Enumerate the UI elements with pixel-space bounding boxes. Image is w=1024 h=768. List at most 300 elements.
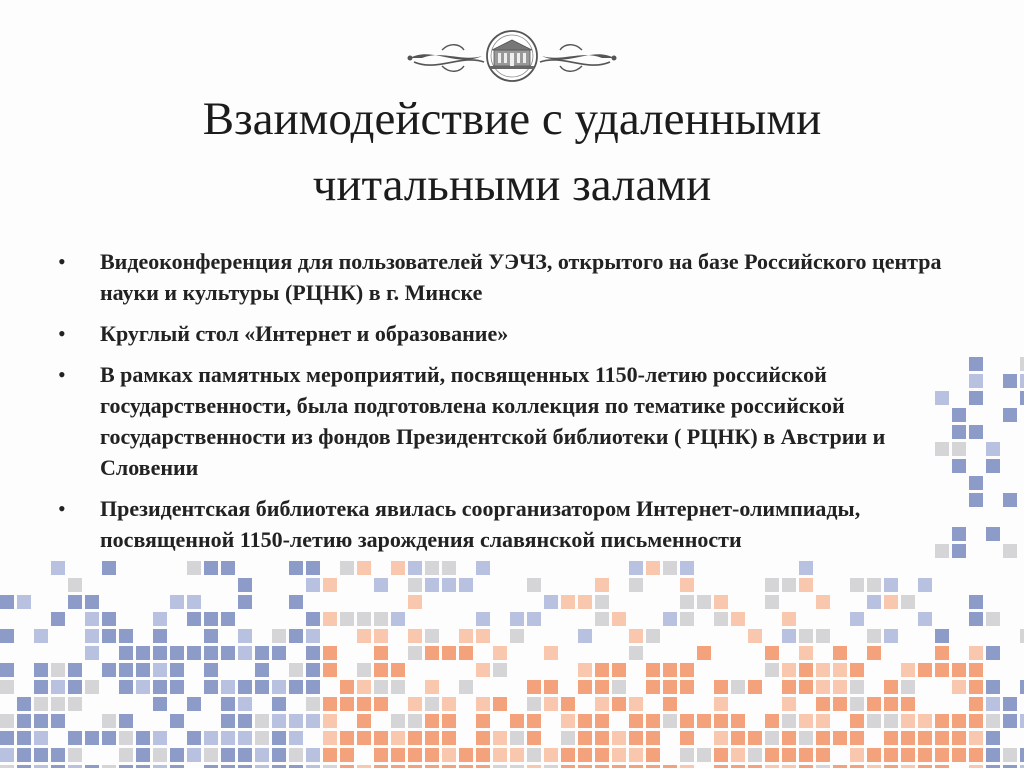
pattern-tile xyxy=(1020,374,1024,388)
pattern-tile xyxy=(918,612,932,626)
pattern-tile xyxy=(799,714,813,728)
pattern-tile xyxy=(17,714,31,728)
pattern-tile xyxy=(391,612,405,626)
pattern-tile xyxy=(986,646,1000,660)
pattern-tile xyxy=(884,629,898,643)
pattern-tile xyxy=(119,731,133,745)
pattern-tile xyxy=(680,731,694,745)
pattern-tile xyxy=(323,714,337,728)
bullet-text: Президентская библиотека явилась соорганизатором Интернет-олимпиады, посвященной 1150-летию зарождения славянской письменности xyxy=(100,496,861,552)
pattern-tile xyxy=(969,680,983,694)
pattern-tile xyxy=(85,629,99,643)
pattern-tile xyxy=(986,459,1000,473)
pattern-tile xyxy=(629,646,643,660)
pattern-tile xyxy=(901,680,915,694)
pattern-tile xyxy=(459,646,473,660)
pattern-tile xyxy=(68,748,82,762)
pattern-tile xyxy=(952,680,966,694)
pattern-tile xyxy=(816,595,830,609)
slide-title xyxy=(60,86,964,218)
pattern-tile xyxy=(833,680,847,694)
pattern-tile xyxy=(986,680,1000,694)
pattern-tile xyxy=(629,731,643,745)
pattern-tile xyxy=(374,663,388,677)
pattern-tile xyxy=(187,697,201,711)
pattern-tile xyxy=(17,731,31,745)
pattern-tile xyxy=(867,578,881,592)
pattern-tile xyxy=(374,697,388,711)
pattern-tile xyxy=(799,748,813,762)
pattern-tile xyxy=(578,629,592,643)
pattern-tile xyxy=(561,697,575,711)
pattern-tile xyxy=(850,748,864,762)
pattern-tile xyxy=(799,646,813,660)
pattern-tile xyxy=(952,442,966,456)
pattern-tile xyxy=(1020,357,1024,371)
pattern-tile xyxy=(476,748,490,762)
pattern-tile xyxy=(102,629,116,643)
pattern-tile xyxy=(374,680,388,694)
pattern-tile xyxy=(204,680,218,694)
pattern-tile xyxy=(85,680,99,694)
pattern-tile xyxy=(238,595,252,609)
pattern-tile xyxy=(595,714,609,728)
pattern-tile xyxy=(238,714,252,728)
pattern-tile xyxy=(221,680,235,694)
pattern-tile xyxy=(255,680,269,694)
pattern-tile xyxy=(323,646,337,660)
pattern-tile xyxy=(51,697,65,711)
pattern-tile xyxy=(595,748,609,762)
pattern-tile xyxy=(969,748,983,762)
pattern-tile xyxy=(221,646,235,660)
pattern-tile xyxy=(238,680,252,694)
pattern-tile xyxy=(714,697,728,711)
pattern-tile xyxy=(646,663,660,677)
pattern-tile xyxy=(408,697,422,711)
pattern-tile xyxy=(510,612,524,626)
bullet-text: В рамках памятных мероприятий, посвященных 1150-летию российской государственности, была подготовлена коллекция по тематике российской государственности из фондов Президентской библиотеки ( РЦНК) в Австрии и Словении xyxy=(100,362,886,480)
pattern-tile xyxy=(867,629,881,643)
pattern-tile xyxy=(102,663,116,677)
pattern-tile xyxy=(918,714,932,728)
pattern-tile xyxy=(102,612,116,626)
pattern-tile xyxy=(306,714,320,728)
pattern-tile xyxy=(510,748,524,762)
pattern-tile xyxy=(969,731,983,745)
pattern-tile xyxy=(646,629,660,643)
pattern-tile xyxy=(493,748,507,762)
pattern-tile xyxy=(0,680,14,694)
pattern-tile xyxy=(578,680,592,694)
pattern-tile xyxy=(799,663,813,677)
pattern-tile xyxy=(255,714,269,728)
pattern-tile xyxy=(255,663,269,677)
pattern-tile xyxy=(935,629,949,643)
pattern-tile xyxy=(595,595,609,609)
pattern-tile xyxy=(952,663,966,677)
pattern-tile xyxy=(646,680,660,694)
pattern-tile xyxy=(527,612,541,626)
pattern-tile xyxy=(748,731,762,745)
pattern-tile xyxy=(629,697,643,711)
pattern-tile xyxy=(187,646,201,660)
pattern-tile xyxy=(340,612,354,626)
pattern-tile xyxy=(187,731,201,745)
pattern-tile xyxy=(391,680,405,694)
pattern-tile xyxy=(238,646,252,660)
bullet-item xyxy=(58,246,948,308)
pattern-tile xyxy=(1003,493,1017,507)
pattern-tile xyxy=(578,663,592,677)
pattern-tile xyxy=(153,646,167,660)
pattern-tile xyxy=(136,748,150,762)
pattern-tile xyxy=(765,731,779,745)
pattern-tile xyxy=(119,629,133,643)
pattern-tile xyxy=(782,612,796,626)
pattern-tile xyxy=(187,595,201,609)
pattern-tile xyxy=(918,578,932,592)
pattern-tile xyxy=(799,578,813,592)
pattern-tile xyxy=(731,680,745,694)
pattern-tile xyxy=(629,714,643,728)
pattern-tile xyxy=(119,748,133,762)
pattern-tile xyxy=(748,748,762,762)
pattern-tile xyxy=(85,646,99,660)
pattern-tile xyxy=(816,680,830,694)
pattern-tile xyxy=(17,748,31,762)
pattern-tile xyxy=(1003,697,1017,711)
pattern-tile xyxy=(204,731,218,745)
pattern-tile xyxy=(34,714,48,728)
pattern-tile xyxy=(425,578,439,592)
pattern-tile xyxy=(391,731,405,745)
pattern-tile xyxy=(119,680,133,694)
pattern-tile xyxy=(680,612,694,626)
pattern-tile xyxy=(340,680,354,694)
pattern-tile xyxy=(901,595,915,609)
pattern-tile xyxy=(408,578,422,592)
pattern-tile xyxy=(816,748,830,762)
pattern-tile xyxy=(170,646,184,660)
pattern-tile xyxy=(306,748,320,762)
pattern-tile xyxy=(646,731,660,745)
pattern-tile xyxy=(0,663,14,677)
pattern-tile xyxy=(986,527,1000,541)
pattern-tile xyxy=(51,748,65,762)
pattern-tile xyxy=(34,663,48,677)
pattern-tile xyxy=(425,731,439,745)
pattern-tile xyxy=(306,646,320,660)
pattern-tile xyxy=(527,578,541,592)
pattern-tile xyxy=(952,425,966,439)
pattern-tile xyxy=(629,578,643,592)
pattern-tile xyxy=(646,748,660,762)
pattern-tile xyxy=(323,663,337,677)
pattern-tile xyxy=(765,663,779,677)
pattern-tile xyxy=(969,612,983,626)
pattern-tile xyxy=(952,544,966,558)
pattern-tile xyxy=(289,663,303,677)
pattern-tile xyxy=(459,629,473,643)
pattern-tile xyxy=(663,612,677,626)
pattern-tile xyxy=(425,646,439,660)
pattern-tile xyxy=(357,612,371,626)
pattern-tile xyxy=(833,731,847,745)
pattern-tile xyxy=(1020,680,1024,694)
pattern-tile xyxy=(408,646,422,660)
pattern-tile xyxy=(969,714,983,728)
pattern-tile xyxy=(969,476,983,490)
pattern-tile xyxy=(850,663,864,677)
pattern-tile xyxy=(425,748,439,762)
pattern-tile xyxy=(357,680,371,694)
pattern-tile xyxy=(442,646,456,660)
pattern-tile xyxy=(714,731,728,745)
bullet-item xyxy=(58,359,948,483)
pattern-tile xyxy=(408,714,422,728)
pattern-tile xyxy=(850,578,864,592)
pattern-tile xyxy=(1003,714,1017,728)
pattern-tile xyxy=(935,714,949,728)
pattern-tile xyxy=(34,680,48,694)
pattern-tile xyxy=(714,612,728,626)
pattern-tile xyxy=(833,663,847,677)
pattern-tile xyxy=(544,646,558,660)
pattern-tile xyxy=(714,748,728,762)
pattern-tile xyxy=(17,697,31,711)
pattern-tile xyxy=(323,697,337,711)
pattern-tile xyxy=(0,748,14,762)
pattern-tile xyxy=(969,425,983,439)
pattern-tile xyxy=(68,663,82,677)
bullet-text: Круглый стол «Интернет и образование» xyxy=(100,321,509,346)
pattern-tile xyxy=(986,697,1000,711)
pattern-tile xyxy=(306,578,320,592)
pattern-tile xyxy=(272,646,286,660)
pattern-tile xyxy=(969,595,983,609)
pattern-tile xyxy=(782,680,796,694)
pattern-tile xyxy=(68,731,82,745)
pattern-tile xyxy=(51,663,65,677)
pattern-tile xyxy=(867,595,881,609)
pattern-tile xyxy=(255,731,269,745)
pattern-tile xyxy=(884,697,898,711)
pattern-tile xyxy=(153,629,167,643)
pattern-tile xyxy=(884,731,898,745)
pattern-tile xyxy=(136,663,150,677)
pattern-tile xyxy=(850,697,864,711)
pattern-tile xyxy=(697,714,711,728)
pattern-tile xyxy=(884,595,898,609)
pattern-tile xyxy=(527,697,541,711)
pattern-tile xyxy=(119,646,133,660)
pattern-tile xyxy=(306,663,320,677)
pattern-tile xyxy=(442,731,456,745)
bullet-marker: • xyxy=(58,321,66,346)
pattern-tile xyxy=(153,697,167,711)
pattern-tile xyxy=(408,629,422,643)
pattern-tile xyxy=(221,612,235,626)
pattern-tile xyxy=(765,578,779,592)
pattern-tile xyxy=(476,714,490,728)
pattern-tile xyxy=(816,714,830,728)
pattern-tile xyxy=(748,629,762,643)
pattern-tile xyxy=(510,714,524,728)
pattern-tile xyxy=(731,731,745,745)
pattern-tile xyxy=(510,731,524,745)
pattern-tile xyxy=(306,680,320,694)
pattern-tile xyxy=(0,714,14,728)
pattern-tile xyxy=(442,697,456,711)
bullet-marker: • xyxy=(58,362,66,387)
pattern-tile xyxy=(357,629,371,643)
pattern-tile xyxy=(289,629,303,643)
pattern-tile xyxy=(680,663,694,677)
pattern-tile xyxy=(357,731,371,745)
pattern-tile xyxy=(1020,714,1024,728)
pattern-tile xyxy=(476,731,490,745)
pattern-tile xyxy=(476,612,490,626)
pattern-tile xyxy=(884,578,898,592)
pattern-tile xyxy=(986,442,1000,456)
pattern-tile xyxy=(1003,374,1017,388)
pattern-tile xyxy=(969,493,983,507)
pattern-tile xyxy=(884,680,898,694)
pattern-tile xyxy=(323,748,337,762)
pattern-tile xyxy=(323,578,337,592)
bullet-marker: • xyxy=(58,496,66,521)
pattern-tile xyxy=(68,595,82,609)
pattern-tile xyxy=(765,714,779,728)
pattern-tile xyxy=(969,697,983,711)
pattern-tile xyxy=(493,646,507,660)
pattern-tile xyxy=(595,578,609,592)
pattern-tile xyxy=(833,697,847,711)
pattern-tile xyxy=(680,748,694,762)
pattern-tile xyxy=(289,714,303,728)
pattern-tile xyxy=(476,663,490,677)
pattern-tile xyxy=(391,748,405,762)
pattern-tile xyxy=(629,748,643,762)
pattern-tile xyxy=(935,646,949,660)
pattern-tile xyxy=(272,680,286,694)
pattern-tile xyxy=(136,646,150,660)
pattern-tile xyxy=(578,748,592,762)
pattern-tile xyxy=(612,680,626,694)
pattern-tile xyxy=(476,697,490,711)
pattern-tile xyxy=(1020,748,1024,762)
pattern-tile xyxy=(85,595,99,609)
pattern-tile xyxy=(425,629,439,643)
pattern-tile xyxy=(391,714,405,728)
pattern-tile xyxy=(731,714,745,728)
pattern-tile xyxy=(680,680,694,694)
pattern-tile xyxy=(544,595,558,609)
pattern-tile xyxy=(442,714,456,728)
pattern-tile xyxy=(986,731,1000,745)
pattern-tile xyxy=(935,748,949,762)
pattern-tile xyxy=(986,748,1000,762)
bullet-text: Видеоконференция для пользователей УЭЧЗ, открытого на базе Российского центра науки и культуры (РЦНК) в г. Минске xyxy=(100,249,942,305)
pattern-tile xyxy=(170,595,184,609)
pattern-tile xyxy=(374,578,388,592)
pattern-tile xyxy=(969,663,983,677)
pattern-tile xyxy=(34,697,48,711)
pattern-tile xyxy=(374,629,388,643)
pattern-tile xyxy=(238,731,252,745)
pattern-tile xyxy=(918,731,932,745)
pattern-tile xyxy=(51,680,65,694)
pattern-tile xyxy=(68,680,82,694)
pattern-tile xyxy=(272,714,286,728)
pattern-tile xyxy=(170,663,184,677)
pattern-tile xyxy=(357,697,371,711)
pattern-tile xyxy=(748,680,762,694)
pattern-tile xyxy=(680,714,694,728)
pattern-tile xyxy=(986,714,1000,728)
pattern-tile xyxy=(578,714,592,728)
pattern-tile xyxy=(187,748,201,762)
pattern-tile xyxy=(663,680,677,694)
library-building-ornament-icon xyxy=(402,28,622,84)
pattern-tile xyxy=(0,731,14,745)
pattern-tile xyxy=(136,680,150,694)
pattern-tile xyxy=(884,714,898,728)
pattern-tile xyxy=(918,748,932,762)
pattern-tile xyxy=(221,697,235,711)
pattern-tile xyxy=(238,748,252,762)
pattern-tile xyxy=(578,731,592,745)
pattern-tile xyxy=(1020,629,1024,643)
pattern-tile xyxy=(663,714,677,728)
pattern-tile xyxy=(816,663,830,677)
pattern-tile xyxy=(289,731,303,745)
pattern-tile xyxy=(765,748,779,762)
pattern-tile xyxy=(765,646,779,660)
pattern-tile xyxy=(782,578,796,592)
pattern-tile xyxy=(782,629,796,643)
slide-title-line-1: Взаимодействие с удаленными xyxy=(202,93,822,145)
pattern-tile xyxy=(867,714,881,728)
pattern-tile xyxy=(952,748,966,762)
pattern-tile xyxy=(204,748,218,762)
pattern-tile xyxy=(357,714,371,728)
pattern-tile xyxy=(1020,391,1024,405)
pattern-tile xyxy=(697,595,711,609)
pattern-tile xyxy=(238,629,252,643)
pattern-tile xyxy=(663,697,677,711)
pattern-tile xyxy=(153,612,167,626)
pattern-tile xyxy=(34,629,48,643)
pattern-tile xyxy=(561,748,575,762)
pattern-tile xyxy=(68,697,82,711)
pattern-tile xyxy=(0,629,14,643)
pattern-tile xyxy=(782,714,796,728)
pattern-tile xyxy=(799,731,813,745)
pattern-tile xyxy=(306,629,320,643)
pattern-tile xyxy=(187,612,201,626)
pattern-tile xyxy=(714,595,728,609)
pattern-tile xyxy=(34,731,48,745)
pattern-tile xyxy=(323,612,337,626)
pattern-tile xyxy=(935,731,949,745)
pattern-tile xyxy=(136,731,150,745)
pattern-tile xyxy=(867,697,881,711)
pattern-tile xyxy=(170,680,184,694)
pattern-tile xyxy=(238,697,252,711)
pattern-tile xyxy=(238,578,252,592)
